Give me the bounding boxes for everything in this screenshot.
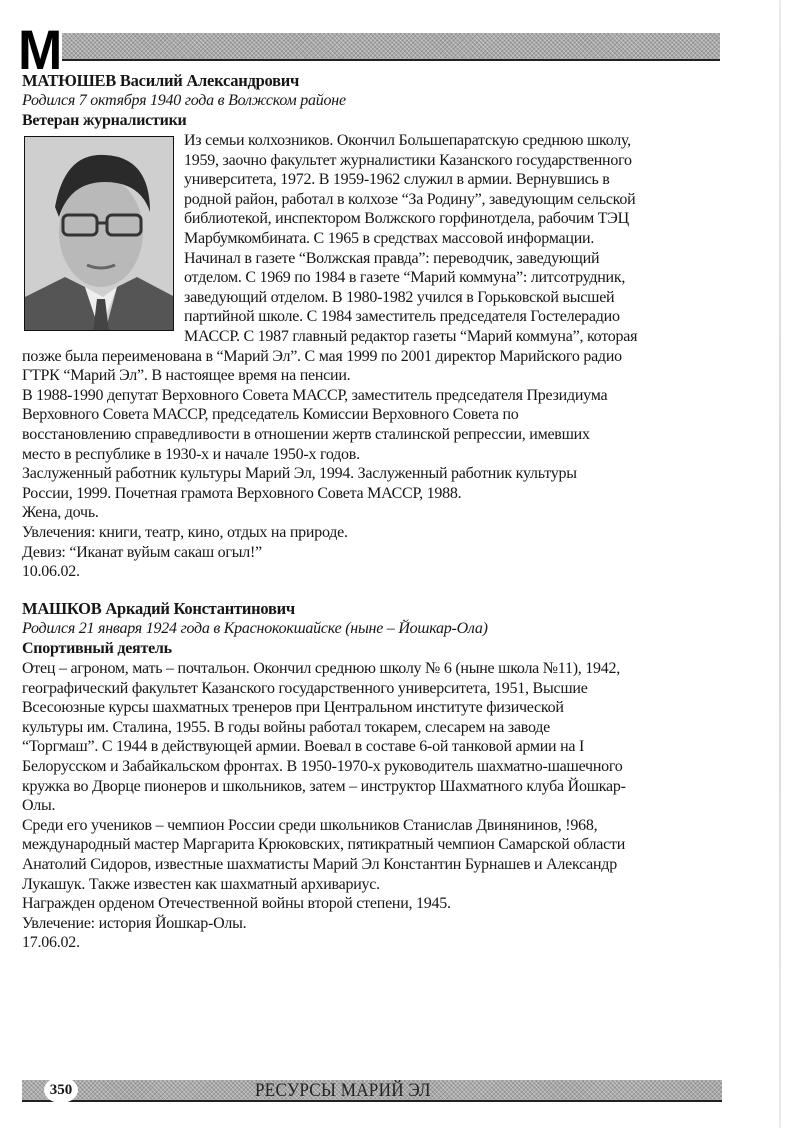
body-line: ГТРК “Марий Эл”. В настоящее время на пенсии.: [22, 367, 351, 385]
body-line: Марбумкомбината. С 1965 в средствах массовой информации.: [184, 230, 595, 247]
body-line: “Торгмаш”. С 1944 в действующей армии. Воевал в составе 6-ой танковой армии на I: [22, 738, 585, 756]
body-line: восстановлению справедливости в отношении жертв сталинской репрессии, имевших: [22, 426, 590, 443]
body-line: родной район, работал в колхозе “За Родину”, заведующим сельской: [184, 190, 636, 208]
body-line: кружка во Дворце пионеров и школьников, затем – инструктор Шахматного клуба Йошкар-: [22, 777, 626, 795]
body-line: Анатолий Сидоров, известные шахматисты Марий Эл Константин Бурнашев и Александр: [22, 856, 617, 873]
entry-title: Спортивный деятель: [22, 640, 172, 657]
body-line: России, 1999. Почетная грамота Верховного Совета МАССР, 1988.: [22, 484, 462, 502]
body-line: Лукашук. Также известен как шахматный архивариус.: [22, 875, 380, 893]
body-line: заведующий отделом. В 1980-1982 учился в Горьковской высшей: [184, 288, 615, 306]
body-line: Всесоюзные курсы шахматных тренеров при Центральном институте физической: [22, 699, 564, 717]
entry-title: Ветеран журналистики: [22, 112, 187, 129]
body-line: Среди его учеников – чемпион России среди школьников Станислав Двинянинов, !968,: [22, 816, 598, 834]
body-line: Увлечение: история Йошкар-Олы.: [22, 914, 247, 932]
body-line: Начинал в газете “Волжская правда”: переводчик, заведующий: [184, 249, 600, 267]
section-letter: М: [18, 18, 63, 81]
entry-birth: Родился 7 октября 1940 года в Волжском районе: [22, 92, 346, 109]
body-line: университета, 1972. В 1959-1962 служил в армии. Вернувшись в: [184, 171, 610, 189]
body-line: партийной школе. С 1984 заместитель председателя Гостелерадио: [184, 308, 620, 326]
body-line: Олы.: [22, 797, 56, 815]
body-line: международный мастер Маргарита Крюковских, пятикратный чемпион Самарской области: [22, 836, 626, 854]
body-line: Отец – агроном, мать – почтальон. Окончил среднюю школу № 6 (ныне школа №11), 1942,: [22, 660, 621, 677]
body-line: позже была переименована в “Марий Эл”. С мая 1999 по 2001 директор Марийского радио: [22, 347, 622, 365]
body-line: Девиз: “Иканат вуйым сакаш огыл!”: [22, 543, 262, 561]
body-line: Жена, дочь.: [22, 504, 99, 522]
body-line: Увлечения: книги, театр, кино, отдых на природе.: [22, 524, 348, 541]
body-line: географический факультет Казанского государственного университета, 1951, Высшие: [22, 679, 588, 697]
body-line: культуры им. Сталина, 1955. В годы войны работал токарем, слесарем на заводе: [22, 718, 551, 736]
footer-title: РЕСУРСЫ МАРИЙ ЭЛ: [255, 1080, 431, 1101]
body-line: место в республике в 1930-х и начале 1950-х годов.: [22, 445, 360, 463]
body-line: библиотекой, инспектором Волжского горфинотдела, рабочим ТЭЦ: [184, 210, 629, 228]
body-line: отделом. С 1969 по 1984 в газете “Марий коммуна”: литсотрудник,: [184, 269, 626, 287]
body-line: В 1988-1990 депутат Верховного Совета МАССР, заместитель председателя Президиума: [22, 386, 608, 404]
body-line: Награжден орденом Отечественной войны второй степени, 1945.: [22, 895, 451, 913]
body-line: Из семьи колхозников. Окончил Большепаратскую среднюю школу,: [184, 132, 631, 149]
body-line: Верховного Совета МАССР, председатель Комиссии Верховного Совета по: [22, 406, 519, 424]
body-line: 10.06.02.: [22, 563, 80, 581]
body-line: Белорусском и Забайкальском фронтах. В 1950-1970-х руководитель шахматно-шашечного: [22, 758, 623, 775]
body-line: Заслуженный работник культуры Марий Эл, 1994. Заслуженный работник культуры: [22, 465, 577, 483]
page-edge-shadow: [779, 0, 781, 1128]
page-number: 350: [44, 1077, 78, 1103]
header-hatched-bar: [62, 33, 720, 61]
entry-name: МАТЮШЕВ Василий Александрович: [22, 71, 300, 90]
body-line: 1959, заочно факультет журналистики Казанского государственного: [184, 151, 632, 169]
body-line: 17.06.02.: [22, 934, 80, 952]
entry-name: МАШКОВ Аркадий Константинович: [22, 599, 295, 618]
portrait-photo: [24, 136, 174, 331]
entry-birth: Родился 21 января 1924 года в Краснококшайске (ныне – Йошкар-Ола): [22, 620, 488, 637]
body-line: МАССР. С 1987 главный редактор газеты “Марий коммуна”, которая: [184, 328, 638, 345]
